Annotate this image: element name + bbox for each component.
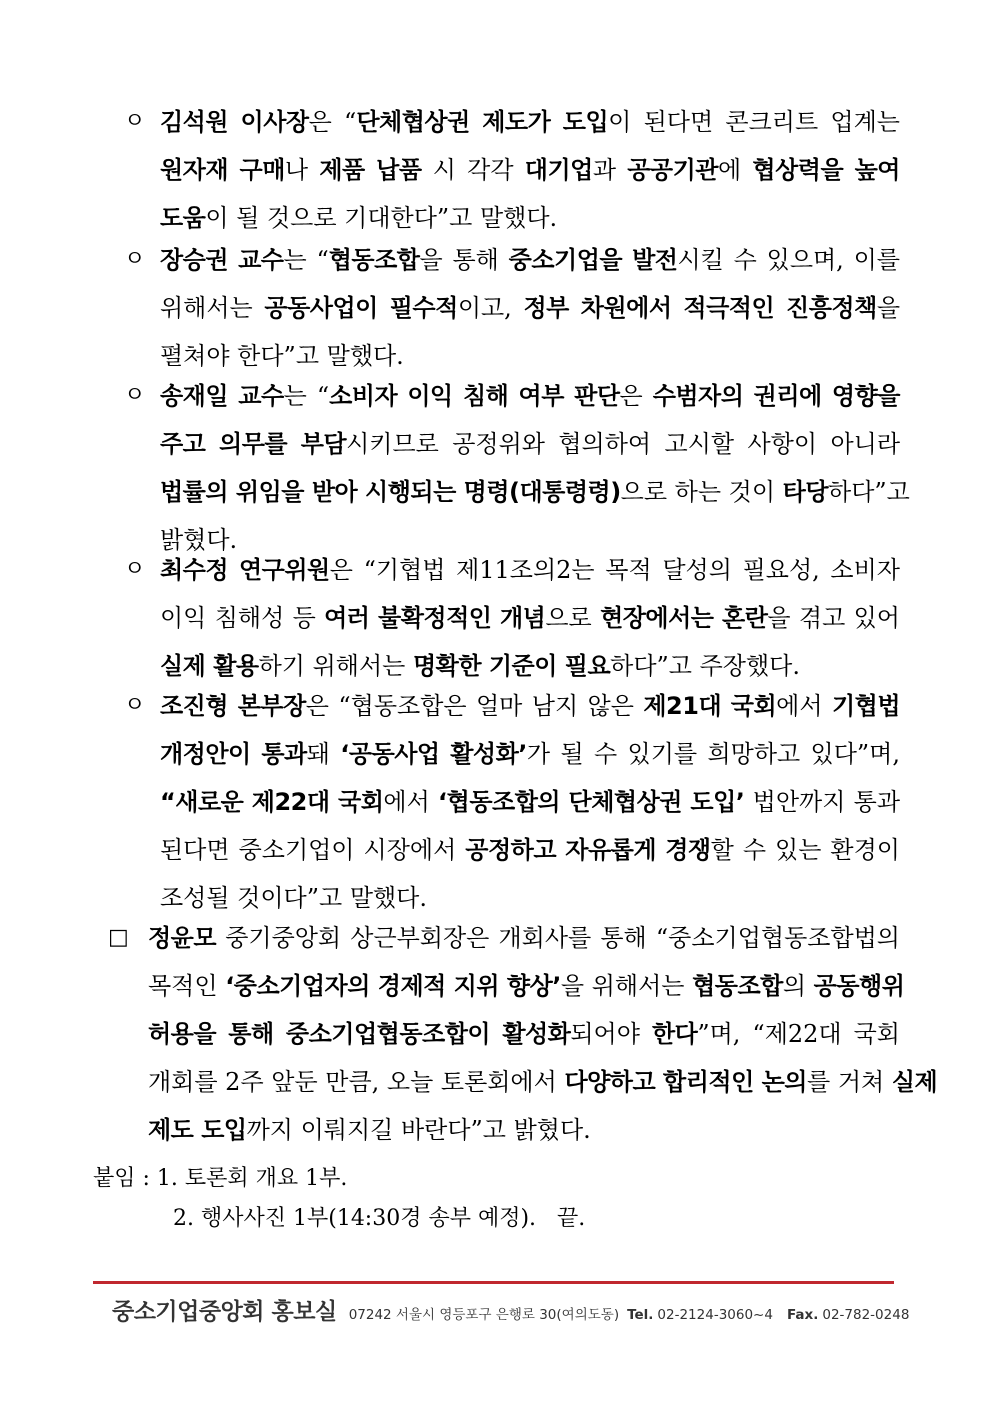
plain-text: 을 겪고 있어 [767,604,900,632]
plain-text: 이익 침해성 등 [160,604,325,632]
attachment-item-2: 2. 행사사진 1부(14:30경 송부 예정). 끝. [173,1206,586,1231]
plain-text: 나 [284,156,320,184]
sub-bullet-icon: ㅇ [124,557,146,582]
bold-text: 한다 [651,1020,698,1048]
bold-text: 다양하고 합리적인 논의 [564,1068,807,1096]
footer-fax-label: Fax. [786,1307,819,1323]
bold-text: “새로운 제22대 국회 [160,788,384,816]
text-line [160,194,900,242]
plain-text: 을 위해서는 [560,972,693,1000]
bold-text: 제품 납품 [319,156,422,184]
plain-text: 이 된다면 콘크리트 업계는 [608,108,900,136]
bold-text: 허용을 통해 중소기업협동조합이 활성화 [148,1020,571,1048]
bullet-item-kim [124,98,900,242]
plain-text: 은 “협동조합은 얼마 남지 않은 [305,692,644,720]
bold-text: 실제 [891,1068,938,1096]
bold-text: ‘협동조합의 단체협상권 도입’ [438,788,745,816]
text-line [160,146,900,194]
sub-bullet-icon: ㅇ [124,247,146,272]
bullet-item-cho [124,682,900,922]
bullet-lines [124,372,910,564]
bold-text: 여러 불확정적인 개념 [324,604,546,632]
plain-text: 으로 [545,604,601,632]
footer-tel-label: Tel. [627,1307,654,1323]
bold-text: 중소기업을 발전 [508,246,678,274]
bold-text: 협동조합 [692,972,783,1000]
bold-text: 공공기관 [627,156,718,184]
plain-text: ”며, “제22대 국회 [697,1020,900,1048]
text-line [160,730,900,778]
bold-text: 도움 [160,204,206,232]
text-line [160,284,900,332]
text-line [160,98,900,146]
bold-text: 제도 도입 [148,1116,247,1144]
plain-text: 된다면 중소기업이 시장에서 [160,836,466,864]
bold-text: 공정하고 자유롭게 경쟁 [465,836,711,864]
plain-text: 위해서는 [160,294,265,322]
bold-text: 현장에서는 혼란 [600,604,768,632]
plain-text: 하다”고 [828,478,910,506]
bold-text: 최수정 연구위원 [160,556,330,584]
text-line [148,962,905,1010]
text-line [148,1058,938,1106]
bold-text: 주고 의무를 부담 [160,430,347,458]
bullet-lines [124,682,900,922]
bold-text: 조진형 본부장 [160,692,306,720]
plain-text: 시 각각 [421,156,525,184]
footer [112,1293,910,1337]
plain-text: 에서 [776,692,832,720]
attachment-section [93,1161,585,1241]
bold-text: ‘중소기업자의 경제적 지위 향상’ [225,972,561,1000]
plain-text: 으로 하는 것이 [620,478,783,506]
bold-text: 대기업 [524,156,593,184]
text-line [160,546,900,594]
plain-text: 은 “ [308,108,357,136]
text-line [160,778,900,826]
bold-text: 수범자의 권리에 영향을 [652,382,900,410]
plain-text: 하기 위해서는 [258,652,413,680]
bold-text: 개정안이 통과 [160,740,307,768]
plain-text: 개회를 2주 앞둔 만큼, 오늘 토론회에서 [148,1068,565,1096]
bold-text: 법률의 위임을 받아 시행되는 명령(대통령령) [160,478,621,506]
footer-org-name: 중소기업중앙회 홍보실 [112,1299,337,1325]
attachment-row-2 [93,1201,585,1241]
bullet-item-choi [124,546,900,690]
bold-text: 협상력을 높여 [752,156,900,184]
plain-text: 이 될 것으로 기대한다”고 말했다. [205,204,558,232]
bold-text: 송재일 교수 [160,382,284,410]
footer-divider [93,1281,894,1284]
plain-text: 조성될 것이다”고 말했다. [160,884,427,912]
text-line [160,372,900,420]
bold-text: 기협법 [831,692,901,720]
plain-text: 에 [718,156,753,184]
bullet-item-jang [124,236,900,380]
square-bullet-icon: □ [108,925,129,950]
bold-text: 공동사업이 필수적 [264,294,458,322]
plain-text: 까지 이뤄지길 바란다”고 밝혔다. [246,1116,591,1144]
text-line [160,682,900,730]
bold-text: 명확한 기준이 필요 [412,652,611,680]
bold-text: 공동행위 [813,972,905,1000]
plain-text: 는 “ [283,246,329,274]
plain-text: 를 거쳐 [807,1068,892,1096]
plain-text: 는 “ [283,382,330,410]
text-line [160,594,900,642]
plain-text: 목적인 [148,972,226,1000]
bold-text: 타당 [782,478,829,506]
plain-text: 되어야 [570,1020,652,1048]
bold-text: 실제 활용 [160,652,259,680]
bold-text: 소비자 이익 침해 여부 판단 [329,382,620,410]
plain-text: 과 [592,156,628,184]
footer-fax: 02-782-0248 [822,1307,910,1323]
plain-text: 에서 [383,788,439,816]
footer-address: 07242 서울시 영등포구 은행로 30(여의도동) [348,1307,620,1323]
attachment-item-1: 1. 토론회 개요 1부. [156,1166,348,1191]
text-line [148,1106,900,1154]
plain-text: 중기중앙회 상근부회장은 개회사를 통해 “중소기업협동조합법의 [216,924,900,952]
attachment-row-1 [93,1161,585,1201]
plain-text: 을 통해 [419,246,509,274]
bullet-lines [124,236,900,380]
bold-text: 정윤모 [148,924,217,952]
bold-text: 장승권 교수 [160,246,284,274]
text-line [160,468,910,516]
main-item-lines [108,914,938,1154]
main-item-jung [108,914,938,1154]
plain-text: 할 수 있는 환경이 [710,836,900,864]
plain-text: 돼 [306,740,341,768]
bullet-item-song [124,372,910,564]
bold-text: 협동조합 [328,246,420,274]
text-line [160,236,900,284]
bullet-lines [124,546,900,690]
plain-text: 하다”고 주장했다. [610,652,800,680]
bold-text: 단체협상권 제도가 도입 [356,108,609,136]
plain-text: 법안까지 통과 [744,788,901,816]
footer-tel: 02-2124-3060~4 [657,1307,773,1323]
text-line [160,826,900,874]
text-line [148,1010,900,1058]
text-line [160,420,900,468]
plain-text: 밝혔다. [160,526,238,554]
text-line [148,914,900,962]
plain-text: 펼쳐야 한다”고 말했다. [160,342,404,370]
plain-text: 은 “기협법 제11조의2는 목적 달성의 필요성, 소비자 [329,556,900,584]
plain-text: 의 [782,972,814,1000]
plain-text: 시킬 수 있으며, 이를 [677,246,900,274]
plain-text: 은 [619,382,653,410]
bullet-lines [124,98,900,242]
bold-text: 김석원 이사장 [160,108,309,136]
plain-text: 이고, [457,294,524,322]
plain-text: 가 될 수 있기를 희망하고 있다”며, [526,740,900,768]
bold-text: 정부 차원에서 적극적인 진흥정책 [523,294,877,322]
plain-text: 을 [876,294,900,322]
bold-text: ‘공동사업 활성화’ [340,740,527,768]
plain-text: 시키므로 공정위와 협의하여 고시할 사항이 아니라 [346,430,901,458]
attachment-label: 붙임 : [93,1166,157,1191]
sub-bullet-icon: ㅇ [124,693,146,718]
sub-bullet-icon: ㅇ [124,109,146,134]
bold-text: 원자재 구매 [160,156,285,184]
sub-bullet-icon: ㅇ [124,383,146,408]
bold-text: 제21대 국회 [643,692,777,720]
